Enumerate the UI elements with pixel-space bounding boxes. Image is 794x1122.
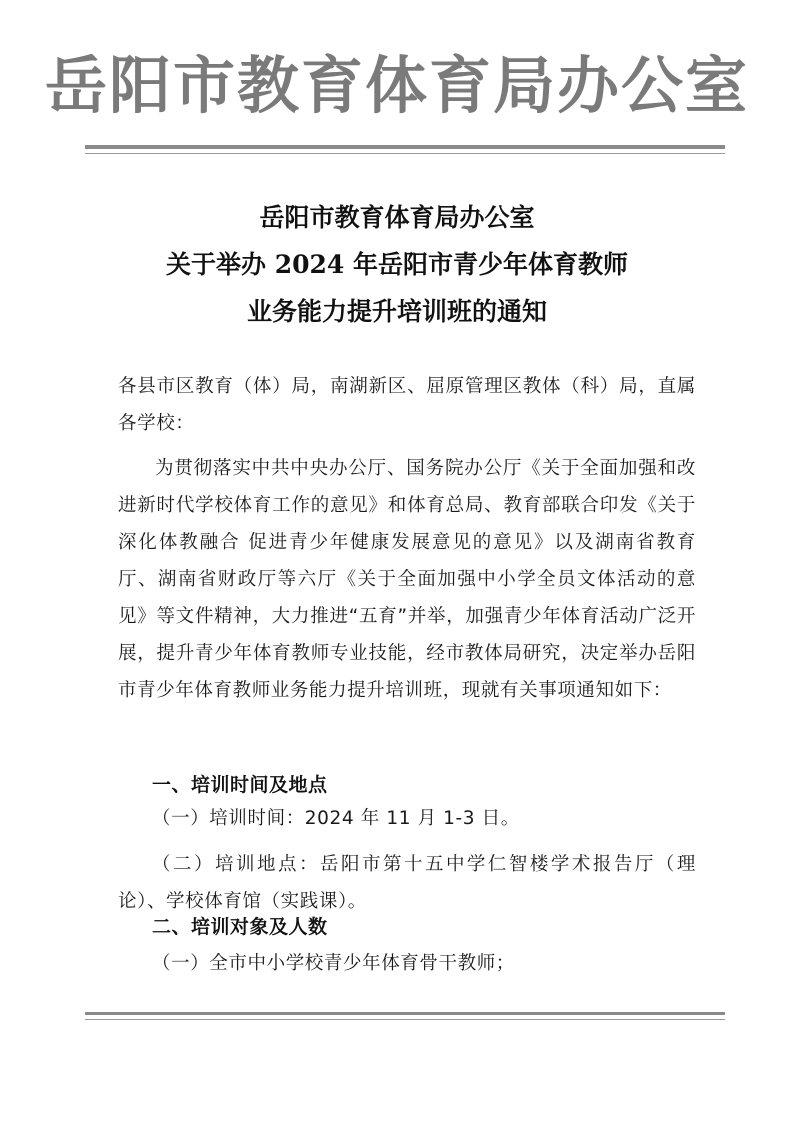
section-1-heading: 一、培训时间及地点 bbox=[152, 774, 328, 796]
masthead-divider-thin bbox=[85, 153, 725, 154]
masthead-org-name: 岳阳市教育体育局办公室 bbox=[44, 49, 749, 122]
notice-title-line-1: 岳阳市教育体育局办公室 bbox=[259, 203, 535, 232]
footer-divider bbox=[85, 1012, 725, 1015]
notice-title-line-2: 关于举办 2024 年岳阳市青少年体育教师 bbox=[166, 250, 628, 279]
section-1-item-1: （一）培训时间：2024 年 11 月 1-3 日。 bbox=[152, 808, 520, 829]
intro-paragraph: 为贯彻落实中共中央办公厅、国务院办公厅《关于全面加强和改进新时代学校体育工作的意见》和体育总局、教育部联合印发《关于深化体教融合 促进青少年健康发展意见的意见》以及湖南省教育厅、湖南省财政厅等六厅《关于全面加强中小学全员文体活动的意见》等文件精神，大力推进“五育”并举，加强青少年体育活动广泛开展，提升青少年体育教师专业技能，经市教体局研究，决定举办岳阳市青少年体育教师业务能力提升培训班，现就有关事项通知如下： bbox=[118, 458, 696, 701]
addressee: 各县市区教育（体）局，南湖新区、屈原管理区教体（科）局，直属各学校： bbox=[118, 376, 696, 434]
footer-divider-thin bbox=[85, 1019, 725, 1020]
section-1-item-2: （二）培训地点：岳阳市第十五中学仁智楼学术报告厅（理论）、学校体育馆（实践课）。 bbox=[118, 854, 696, 912]
notice-title-line-3: 业务能力提升培训班的通知 bbox=[246, 297, 547, 326]
masthead-divider bbox=[85, 145, 725, 149]
section-2-item-1: （一）全市中小学校青少年体育骨干教师； bbox=[152, 953, 515, 974]
section-2-heading: 二、培训对象及人数 bbox=[152, 916, 328, 938]
